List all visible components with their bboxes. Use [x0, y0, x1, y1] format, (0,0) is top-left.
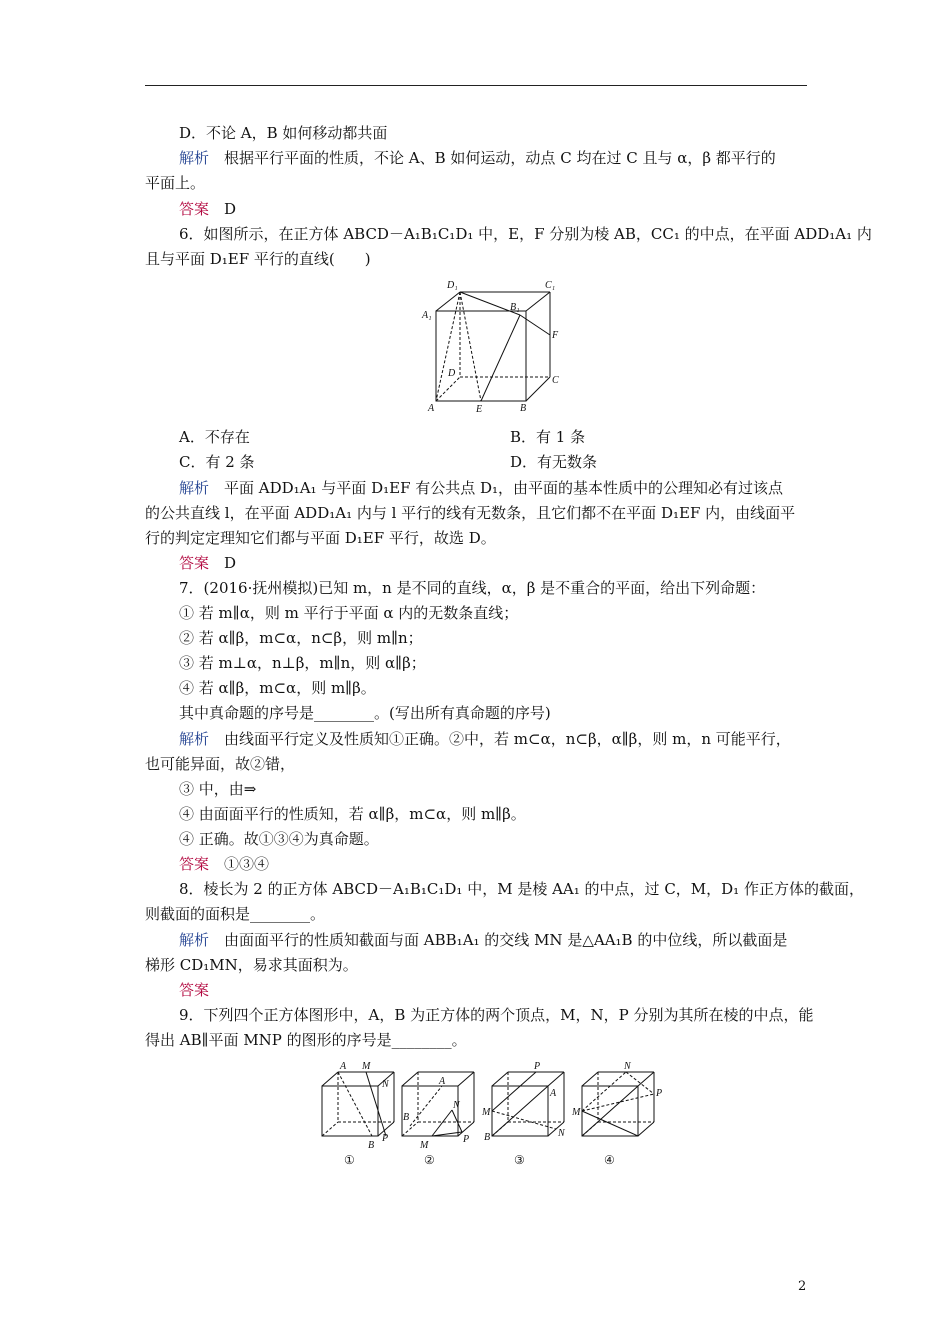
- answer-value: D: [224, 554, 237, 572]
- answer-row: [179, 980, 209, 1000]
- label-N: N: [558, 1128, 565, 1139]
- option-b: B．有 1 条: [510, 428, 586, 446]
- answer-label: 答案: [179, 200, 210, 218]
- label-A: A: [340, 1061, 347, 1072]
- caption-2: ②: [424, 1153, 435, 1167]
- analysis-text: 根据平行平面的性质，不论 A、B 如何运动，动点 C 均在过 C 且与 α，β 都平行的: [224, 149, 776, 167]
- cube-4: [571, 1061, 662, 1167]
- answer-value: ①③④: [224, 855, 270, 873]
- label-M: M: [420, 1140, 429, 1151]
- proposition-4: ④ 若 α∥β，m⊂α，则 m∥β。: [179, 679, 376, 697]
- analysis-text: ③ 中，由⇒: [179, 780, 257, 798]
- label-P: P: [656, 1088, 663, 1099]
- analysis-text: 由线面平行定义及性质知①正确。②中，若 m⊂α，n⊂β，α∥β，则 m，n 可能平行，: [224, 730, 791, 748]
- label-P: P: [463, 1134, 470, 1145]
- label-F: F: [552, 330, 559, 341]
- answer-row: [179, 553, 236, 573]
- caption-1: ①: [344, 1153, 355, 1167]
- analysis-label: 解析: [179, 730, 210, 748]
- analysis-label: 解析: [179, 149, 210, 167]
- header-rule: [145, 85, 807, 86]
- label-C: C: [552, 375, 559, 386]
- question-9: 9．下列四个正方体图形中，A，B 为正方体的两个顶点，M，N，P 分别为其所在棱的中点，能: [179, 1006, 814, 1024]
- analysis-text: 行的判定定理知它们都与平面 D₁EF 平行，故选 D。: [145, 529, 496, 547]
- label-A1: A₁: [422, 310, 432, 321]
- analysis-text: 平面上。: [145, 174, 206, 192]
- label-B: B: [403, 1112, 410, 1123]
- label-B: B: [368, 1140, 375, 1151]
- cube-1: [322, 1061, 394, 1167]
- cube-figure-q6: [418, 275, 568, 415]
- analysis-row: [179, 729, 791, 749]
- proposition-1: ① 若 m∥α，则 m 平行于平面 α 内的无数条直线；: [179, 604, 519, 622]
- label-N: N: [453, 1100, 460, 1111]
- label-P: P: [534, 1061, 541, 1072]
- label-N: N: [624, 1061, 631, 1072]
- answer-row: [179, 199, 236, 219]
- label-B: B: [484, 1132, 491, 1143]
- analysis-text: 梯形 CD₁MN，易求其面积为。: [145, 956, 358, 974]
- cubes-figure-q9: [312, 1060, 682, 1172]
- analysis-text: 也可能异面，故②错，: [145, 755, 296, 773]
- analysis-row: [179, 478, 783, 498]
- answer-value: D: [224, 200, 237, 218]
- label-B1: B₁: [510, 302, 520, 313]
- page-number: 2: [798, 1279, 807, 1294]
- answer-label: 答案: [179, 855, 210, 873]
- analysis-row: [179, 148, 776, 168]
- question-8-cont: 则截面的面积是________。: [145, 905, 326, 923]
- question-9-cont: 得出 AB∥平面 MNP 的图形的序号是________。: [145, 1031, 467, 1049]
- answer-row: [179, 854, 269, 874]
- caption-4: ④: [604, 1153, 615, 1167]
- analysis-text: 的公共直线 l，在平面 ADD₁A₁ 内与 l 平行的线有无数条，且它们都不在平面 D₁EF 内，由线面平: [145, 504, 796, 522]
- caption-3: ③: [514, 1153, 525, 1167]
- question-7-prompt: 其中真命题的序号是________。(写出所有真命题的序号): [179, 704, 551, 722]
- label-A: A: [428, 403, 435, 414]
- label-C1: C₁: [545, 280, 556, 291]
- analysis-label: 解析: [179, 931, 210, 949]
- option-c: C．有 2 条: [179, 453, 255, 471]
- proposition-2: ② 若 α∥β，m⊂α，n⊂β，则 m∥n；: [179, 629, 423, 647]
- question-8: 8．棱长为 2 的正方体 ABCD－A₁B₁C₁D₁ 中，M 是棱 AA₁ 的中点，过 C，M，D₁ 作正方体的截面，: [179, 880, 864, 898]
- answer-label: 答案: [179, 981, 210, 999]
- analysis-text: 由面面平行的性质知截面与面 ABB₁A₁ 的交线 MN 是△AA₁B 的中位线，所以截面是: [224, 931, 788, 949]
- label-D1: D₁: [447, 280, 458, 291]
- analysis-text: 平面 ADD₁A₁ 与平面 D₁EF 有公共点 D₁，由平面的基本性质中的公理知必有过该点: [224, 479, 784, 497]
- question-6-cont: 且与平面 D₁EF 平行的直线( ): [145, 250, 371, 268]
- answer-label: 答案: [179, 554, 210, 572]
- proposition-3: ③ 若 m⊥α，n⊥β，m∥n，则 α∥β；: [179, 654, 426, 672]
- question-7: 7．(2016·抚州模拟)已知 m，n 是不同的直线，α，β 是不重合的平面，给出下列命题：: [179, 579, 766, 597]
- cube-3: [481, 1061, 566, 1167]
- question-6: 6．如图所示，在正方体 ABCD－A₁B₁C₁D₁ 中，E，F 分别为棱 AB，CC₁ 的中点，在平面 ADD₁A₁ 内: [179, 225, 872, 243]
- label-M: M: [572, 1107, 581, 1118]
- label-P: P: [382, 1133, 389, 1144]
- option-a: A．不存在: [179, 428, 250, 446]
- label-A: A: [550, 1088, 557, 1099]
- label-M: M: [362, 1061, 371, 1072]
- option-d: D．不论 A，B 如何移动都共面: [179, 124, 388, 142]
- label-E: E: [476, 404, 483, 415]
- analysis-text: ④ 正确。故①③④为真命题。: [179, 830, 379, 848]
- label-A: A: [439, 1076, 446, 1087]
- option-d: D．有无数条: [510, 453, 598, 471]
- analysis-text: ④ 由面面平行的性质知，若 α∥β，m⊂α，则 m∥β。: [179, 805, 526, 823]
- label-B: B: [520, 403, 527, 414]
- label-M: M: [482, 1107, 491, 1118]
- cube-2: [402, 1072, 474, 1167]
- label-N: N: [382, 1079, 389, 1090]
- label-D: D: [448, 368, 456, 379]
- analysis-row: [179, 930, 787, 950]
- analysis-label: 解析: [179, 479, 210, 497]
